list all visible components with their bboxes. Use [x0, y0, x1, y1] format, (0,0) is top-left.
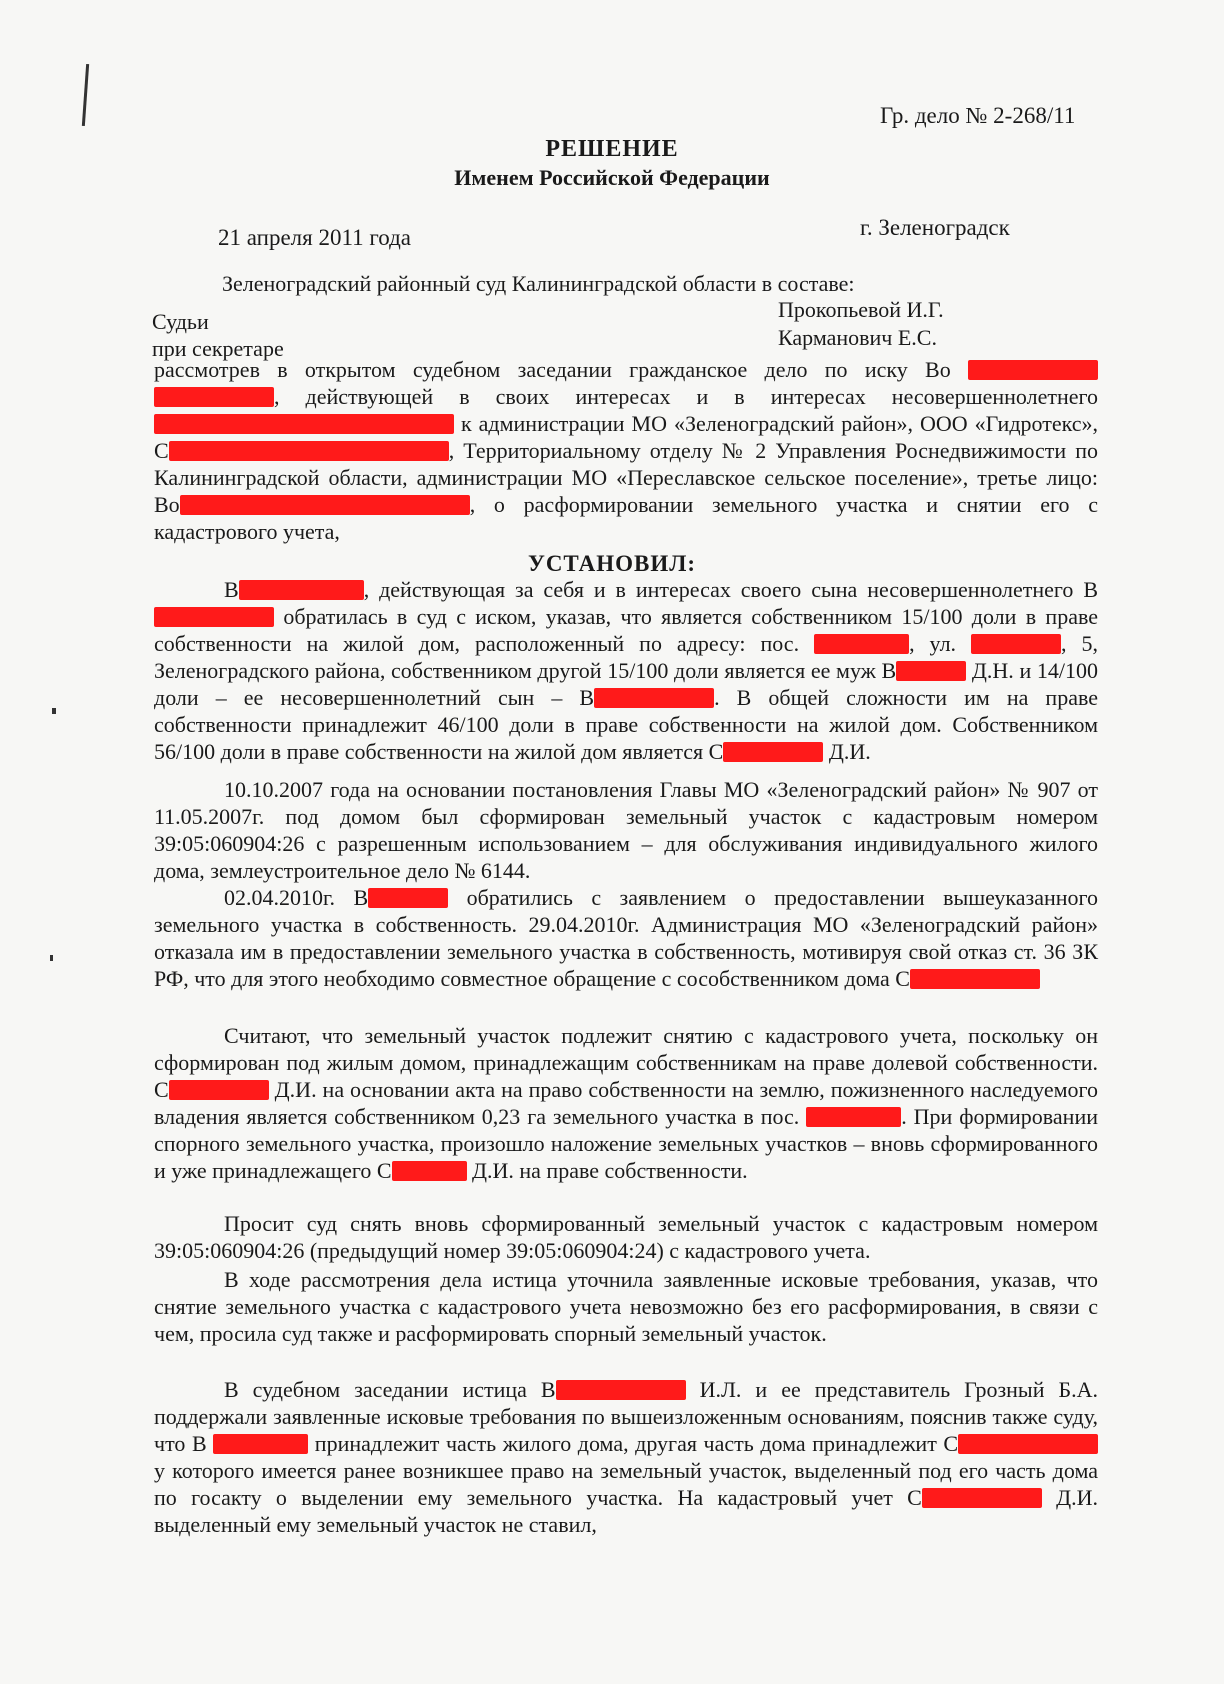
redaction-mark [922, 1488, 1042, 1508]
established-heading: УСТАНОВИЛ: [527, 551, 697, 576]
paragraph-text: , 5, Зеленоградского района, собственником другой 15/100 доли является ее муж В [154, 631, 1099, 683]
paragraph-text: Считают, что земельный участок подлежит снятию с кадастрового учета, поскольку он сформирован под жилым домом, принадлежащим собственникам на праве долевой собственности. С [154, 1023, 1098, 1102]
paragraph-text: 02.04.2010г. В [224, 885, 369, 910]
redaction-mark [806, 1107, 901, 1127]
redaction-mark [723, 742, 823, 762]
redaction-mark [556, 1380, 686, 1400]
paragraph-text: В [224, 577, 239, 602]
redaction-mark [239, 580, 364, 600]
judge-name: Прокопьевой И.Г. [778, 297, 944, 322]
paragraph-text: у которого имеется ранее возникшее право на земельный участок, выделенный под его часть дома по госакту о выделении ему земельного участка. На кадастровый учет С [154, 1458, 1098, 1510]
scan-artifact-mark [50, 955, 53, 961]
paragraph-text: , действующая за себя и в интересах своего сына несовершеннолетнего В [363, 577, 1098, 602]
intro-text: к администрации МО «Зеленоградский район», ООО «Гидротекс», С [154, 411, 1099, 463]
redaction-mark [154, 414, 454, 434]
intro-text: , Территориальному отделу № 2 Управления Роснедвижимости по Калининградской области, администрации МО «Переславское сельское поселение», третье лицо: Во [154, 438, 1098, 517]
intro-text: рассмотрев в открытом судебном заседании гражданское дело по иску Во [154, 357, 951, 382]
paragraph-text: Д.И. на основании акта на право собственности на землю, пожизненного наследуемого владения является собственником 0,23 га земельного участка в пос. [154, 1077, 1098, 1129]
paragraph-hearing [154, 1376, 1098, 1538]
paragraph-application [154, 884, 1098, 992]
paragraph-text: обратились с заявлением о предоставлении вышеуказанного земельного участка в собственность. 29.04.2010г. Администрация МО «Зеленоградский район» отказала им в предоставлении земельного участка в собственность, мотивируя свой отказ ст. 36 ЗК РФ, что для этого необходимо совместное обращение с сособственником дома С [154, 885, 1098, 991]
paragraph-text: Д.И. на праве собственности. [472, 1158, 748, 1183]
redaction-mark [594, 688, 714, 708]
redaction-mark [910, 969, 1040, 989]
paragraph-text: В судебном заседании истица В [224, 1377, 556, 1402]
redaction-mark [814, 634, 909, 654]
redaction-mark [154, 607, 274, 627]
paragraph-text: Д.И. выделенный ему земельный участок не ставил, [154, 1485, 1098, 1537]
judge-label: Судьи [152, 309, 209, 334]
secretary-name: Карманович Е.С. [778, 325, 937, 350]
paragraph-text: Д.И. [828, 739, 871, 764]
paragraph-text: И.Л. и ее представитель Грозный Б.А. поддержали заявленные исковые требования по вышеизложенным основаниям, пояснив также суду, что В [154, 1377, 1099, 1456]
case-number: Гр. дело № 2-268/11 [880, 103, 1076, 128]
paragraph-formation: 10.10.2007 года на основании постановления Главы МО «Зеленоградский район» № 907 от 11.05.2007г. под домом был сформирован земельный участок с кадастровым номером 39:05:060904:26 с разрешенным использованием – для обслуживания индивидуального жилого дома, землеустроительное дело № 6144. [154, 777, 1098, 883]
redaction-mark [154, 387, 274, 407]
decision-date: 21 апреля 2011 года [218, 225, 411, 250]
paragraph-overlap [154, 1022, 1098, 1184]
scan-artifact-mark [82, 64, 89, 126]
paragraph-claim [154, 576, 1098, 765]
decision-city: г. Зеленоградск [860, 215, 1010, 240]
redaction-mark [896, 661, 966, 681]
paragraph-text: . В общей сложности им на праве собственности принадлежит 46/100 доли в праве собственности на жилой дом. Собственником 56/100 доли в праве собственности на жилой дом является С [154, 685, 1098, 764]
redaction-mark [368, 888, 448, 908]
paragraph-text: Д.Н. и 14/100 доли – ее несовершеннолетний сын – В [154, 658, 1099, 710]
redaction-mark [958, 1434, 1098, 1454]
redaction-mark [169, 441, 449, 461]
paragraph-text: принадлежит часть жилого дома, другая часть дома принадлежит С [314, 1431, 959, 1456]
intro-text: , о расформировании земельного участка и снятии его с кадастрового учета, [154, 492, 1098, 544]
secretary-label: при секретаре [152, 336, 284, 361]
paragraph-clarification: В ходе рассмотрения дела истица уточнила заявленные исковые требования, указав, что снятие земельного участка с кадастрового учета невозможно без его расформирования, в связи с чем, просила суд также и расформировать спорный земельный участок. [154, 1267, 1098, 1346]
scan-artifact-mark [52, 708, 56, 714]
document-subtitle: Именем Российской Федерации [454, 165, 770, 190]
paragraph-text: обратилась в суд с иском, указав, что является собственником 15/100 доли в праве собственности на жилой дом, расположенный по адресу: пос. [154, 604, 1098, 656]
paragraph-text: , ул. [909, 631, 957, 656]
intro-text: , действующей в своих интересах и в интересах несовершеннолетнего [274, 384, 1098, 409]
redaction-mark [971, 634, 1061, 654]
redaction-mark [213, 1434, 308, 1454]
redaction-mark [968, 360, 1098, 380]
document-title: РЕШЕНИЕ [545, 136, 679, 162]
paragraph-request: Просит суд снять вновь сформированный земельный участок с кадастровым номером 39:05:060904:26 (предыдущий номер 39:05:060904:24) с кадастрового учета. [154, 1211, 1098, 1263]
paragraph-text: . При формировании спорного земельного участка, произошло наложение земельных участков – вновь сформированного и уже принадлежащего С [154, 1104, 1098, 1183]
intro-paragraph [154, 356, 1098, 545]
redaction-mark [180, 495, 470, 515]
redaction-mark [169, 1080, 269, 1100]
redaction-mark [392, 1161, 467, 1181]
court-composition-line: Зеленоградский районный суд Калининградской области в составе: [222, 271, 855, 296]
